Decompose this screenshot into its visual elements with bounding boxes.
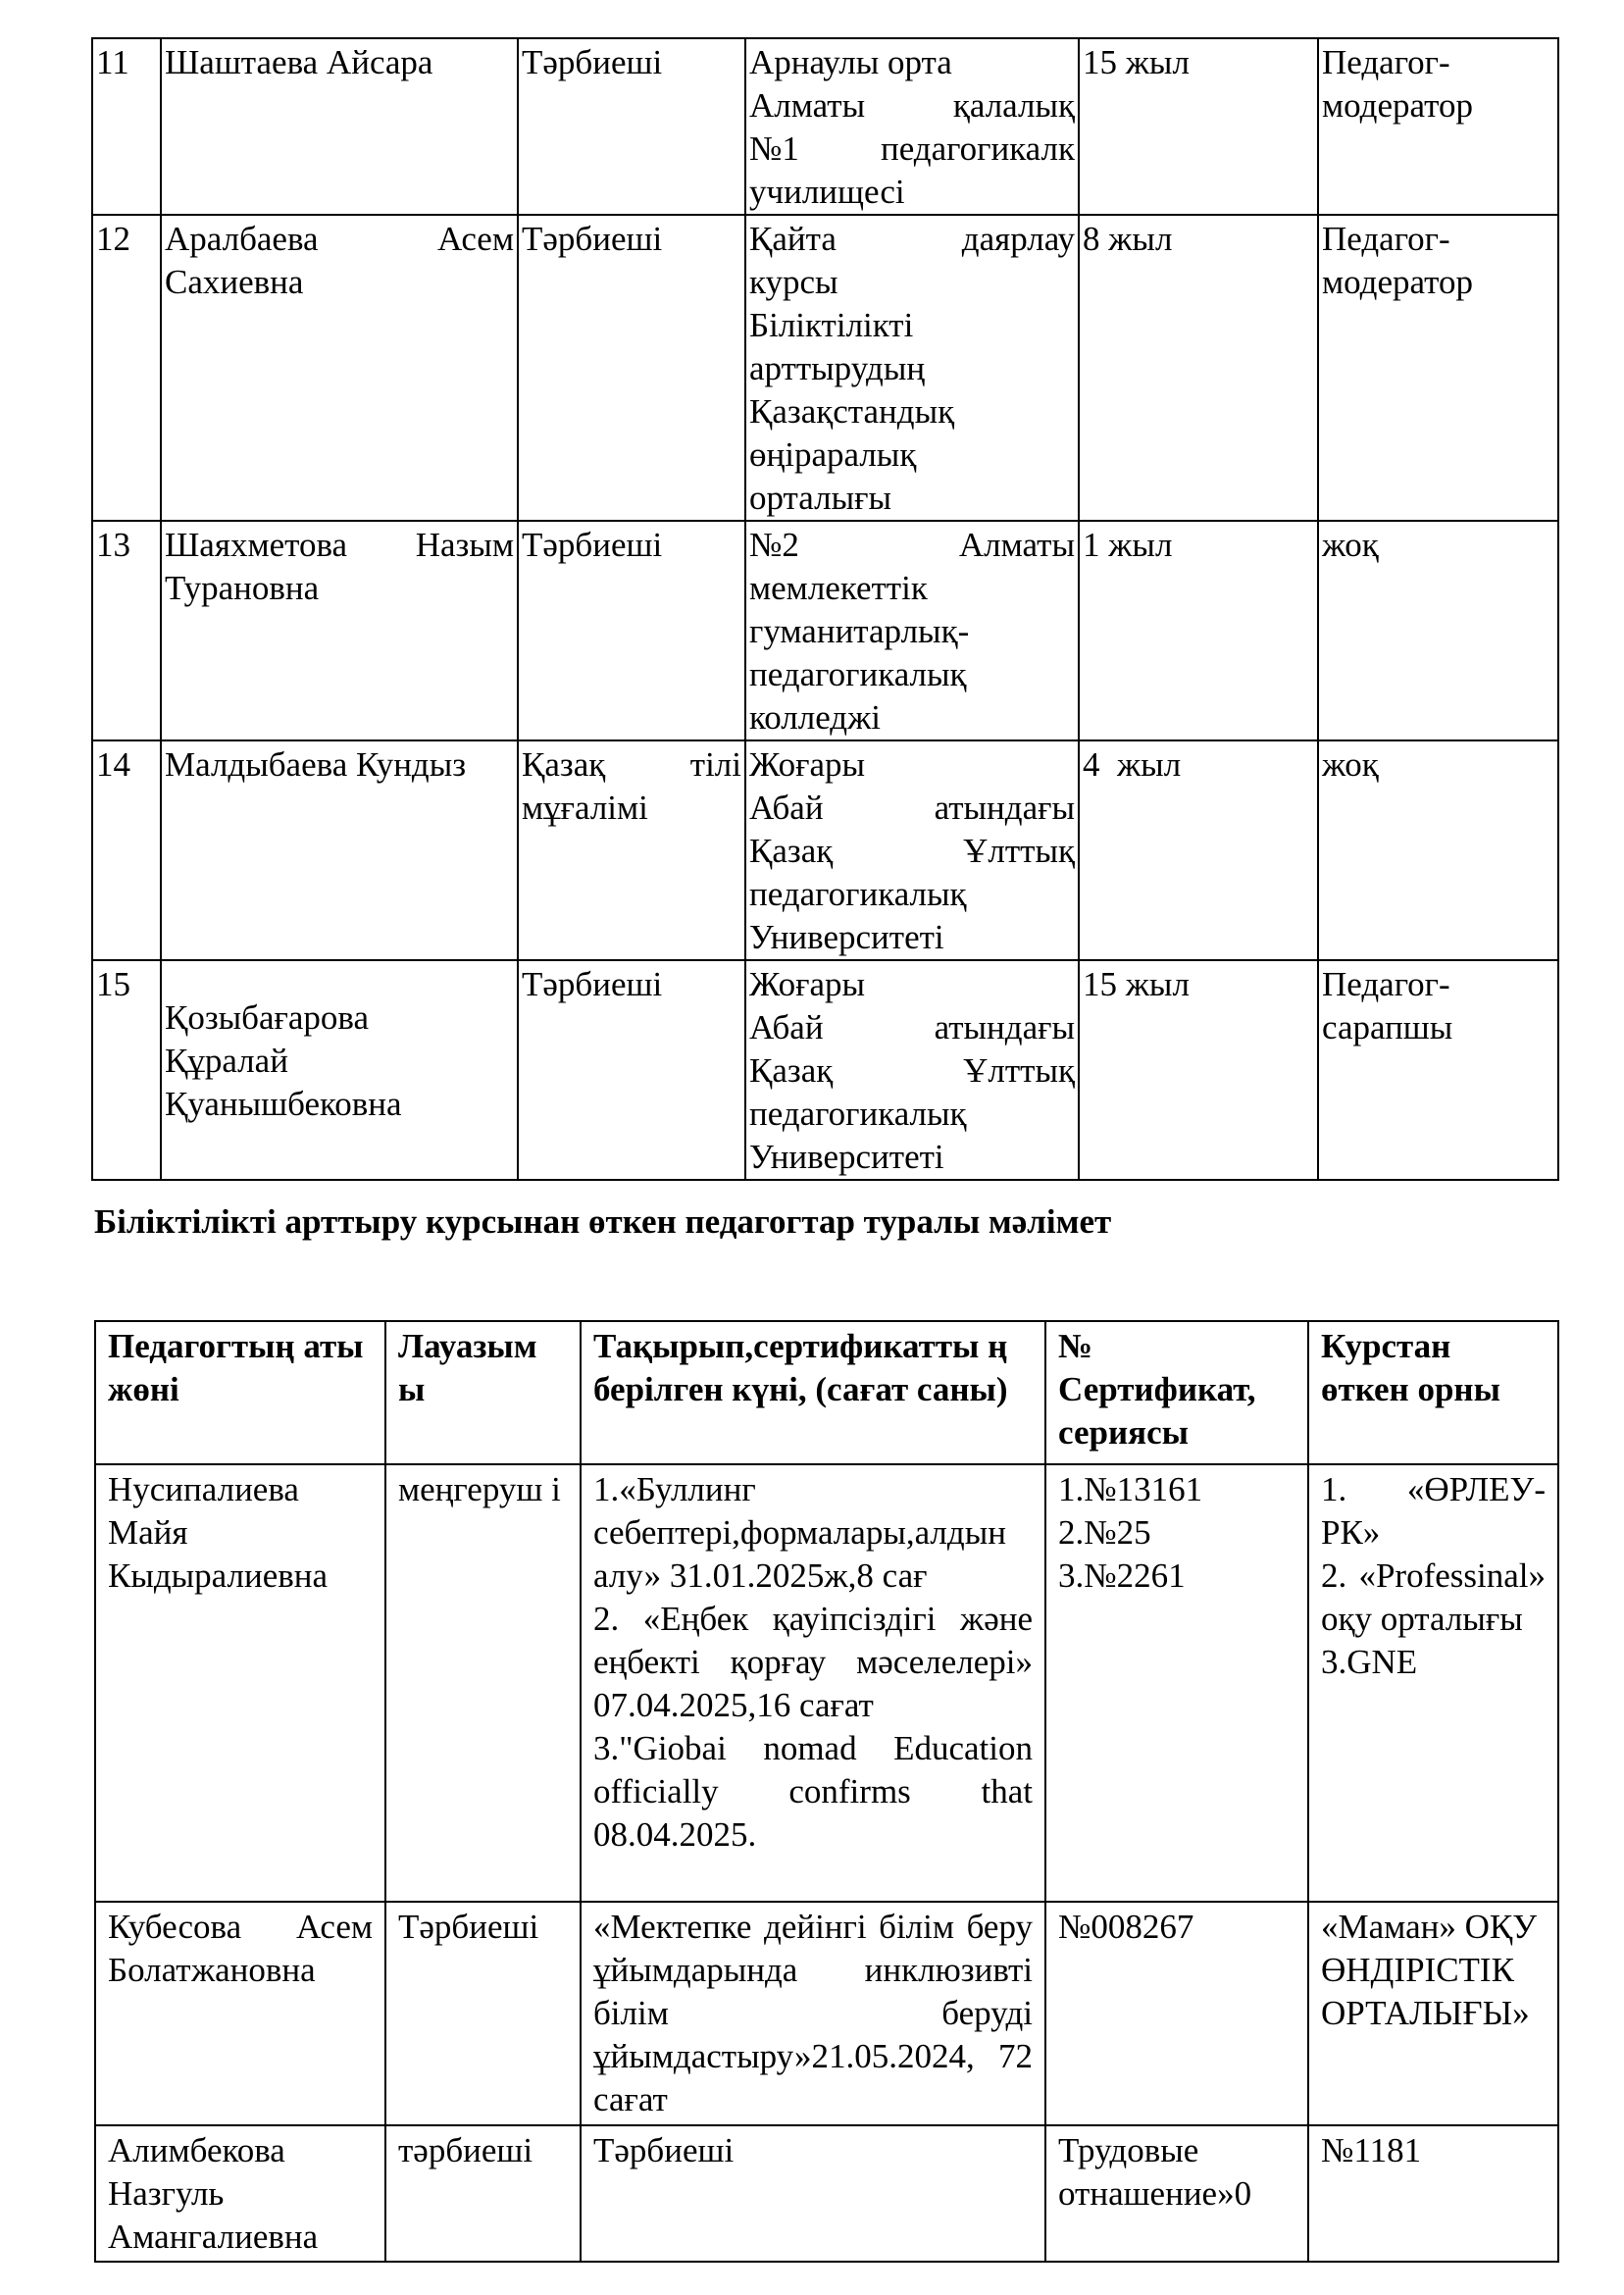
course-place: №1181 [1308,2125,1558,2262]
teacher-name: Кубесова Асем Болатжановна [95,1902,385,2125]
word: Шаяхметова [165,526,348,564]
justified-line [165,524,514,567]
course-topic: Тәрбиеші [581,2125,1045,2262]
justified-line [749,524,1075,567]
table-row [92,960,1558,1180]
teacher-education: Жоғары Абай атындағы Қазақ Ұлттық педагогикалық Университеті [745,960,1079,1180]
word: Алматы [749,86,866,125]
staff-table [91,37,1559,1181]
teacher-position: Тәрбиеші [385,1902,581,2125]
teacher-experience: 8 жыл [1079,215,1318,521]
row-number: 15 [92,960,161,1180]
teacher-name: Алимбекова Назгуль Амангалиевна [95,2125,385,2262]
teacher-position: Тәрбиеші [518,960,745,1180]
row-number: 14 [92,740,161,960]
row-number: 11 [92,38,161,215]
word: Ұлттық [963,832,1075,870]
certificate-number: №008267 [1045,1902,1308,2125]
header-topic: Тақырып,сертификатты ң берілген күні, (сағат саны) [581,1321,1045,1464]
course-topic: «Мектепке дейінгі білім беру ұйымдарында инклюзивті білім беруді ұйымдастыру»21.05.2024, 72 сағат [581,1902,1045,2125]
header-name: Педагогтың аты жөні [95,1321,385,1464]
certificate-number: 1.№13161 2.№25 3.№2261 [1045,1464,1308,1902]
teacher-category: Педагог- модератор [1318,38,1558,215]
teacher-position: меңгеруш і [385,1464,581,1902]
teacher-category: жоқ [1318,521,1558,740]
justified-line [749,218,1075,261]
teacher-name: Шаяхметова Назым Турановна [161,521,518,740]
word: №2 [749,526,799,564]
word: Қайта [749,220,837,258]
teacher-category: Педагог- сарапшы [1318,960,1558,1180]
course-place: «Маман» ОҚУ ӨНДІРІСТІК ОРТАЛЫҒЫ» [1308,1902,1558,2125]
teacher-name: Шаштаева Айсара [161,38,518,215]
teacher-position: Тәрбиеші [518,38,745,215]
teacher-education: Жоғары Абай атындағы Қазақ Ұлттық педагогикалық Университеті [745,740,1079,960]
table-row [95,2125,1558,2262]
table-row [95,1902,1558,2125]
word: Қазақ [749,832,834,870]
word: атындағы [934,1008,1075,1046]
word: Абай [749,789,824,827]
row-number: 13 [92,521,161,740]
teacher-category: Педагог- модератор [1318,215,1558,521]
teacher-education: Арнаулы орта Алматы қалалық №1 педагогикалк училищесі [745,38,1079,215]
word: тілі [689,745,741,784]
word: Алматы [958,526,1075,564]
word: Абай [749,1008,824,1046]
justified-line [749,128,1075,171]
justified-line [749,1006,1075,1049]
teacher-position: Тәрбиеші [518,521,745,740]
course-place: 1. «ӨРЛЕУ-РК» 2. «Professinal» оқу орталығы 3.GNE [1308,1464,1558,1902]
word: даярлау [961,220,1075,258]
teacher-position: Тәрбиеші [518,215,745,521]
teacher-position: Қазақ тілі мұғалімі [518,740,745,960]
word: Қазақ [749,1051,834,1090]
word: Асем [436,220,514,258]
section-heading: Біліктілікті арттыру курсынан өткен педагогтар туралы мәлімет [94,1202,1112,1241]
teacher-experience: 4 жыл [1079,740,1318,960]
word: Ұлттық [963,1051,1075,1090]
teacher-name: Нусипалиева Майя Кыдыралиевна [95,1464,385,1902]
certificate-number: Трудовые отнашение»0 [1045,2125,1308,2262]
justified-line [749,84,1075,128]
teacher-position: тәрбиеші [385,2125,581,2262]
teacher-experience: 15 жыл [1079,960,1318,1180]
table-row [92,215,1558,521]
word: атындағы [934,789,1075,827]
teacher-education: №2 Алматы мемлекеттік гуманитарлық- педагогикалық колледжі [745,521,1079,740]
teacher-experience: 15 жыл [1079,38,1318,215]
justified-line [522,743,741,787]
header-place: Курстан өткен орны [1308,1321,1558,1464]
header-certificate: № Сертификат, сериясы [1045,1321,1308,1464]
table-row [92,740,1558,960]
header-position: Лауазым ы [385,1321,581,1464]
justified-line [749,830,1075,873]
teacher-name: Аралбаева Асем Сахиевна [161,215,518,521]
teacher-experience: 1 жыл [1079,521,1318,740]
table-header-row [95,1321,1558,1464]
word: Қазақ [522,745,606,784]
courses-table [94,1320,1559,2263]
table-row [92,38,1558,215]
teacher-name: Малдыбаева Кундыз [161,740,518,960]
row-number: 12 [92,215,161,521]
justified-line [749,1049,1075,1093]
teacher-name: Қозыбағарова Құралай Қуанышбековна [161,960,518,1180]
justified-line [749,787,1075,830]
word: педагогикалк [880,129,1075,168]
course-topic: 1.«Буллинг себептері,формалары,алдын алу» 31.01.2025ж,8 сағ 2. «Еңбек қауіпсіздігі және еңбекті қорғау мәселелері» 07.04.2025,16 сағат 3."Giobai nomad Education officially confirms that 08.04.2025. [581,1464,1045,1902]
justified-line [165,218,514,261]
word: қалалық [952,86,1075,125]
teacher-education: Қайта даярлау курсы Біліктілікті арттырудың Қазақстандық өңіраралық орталығы [745,215,1079,521]
word: Аралбаева [165,220,319,258]
teacher-category: жоқ [1318,740,1558,960]
word: №1 [749,129,799,168]
word: Назым [415,526,514,564]
table-row [92,521,1558,740]
table-row [95,1464,1558,1902]
